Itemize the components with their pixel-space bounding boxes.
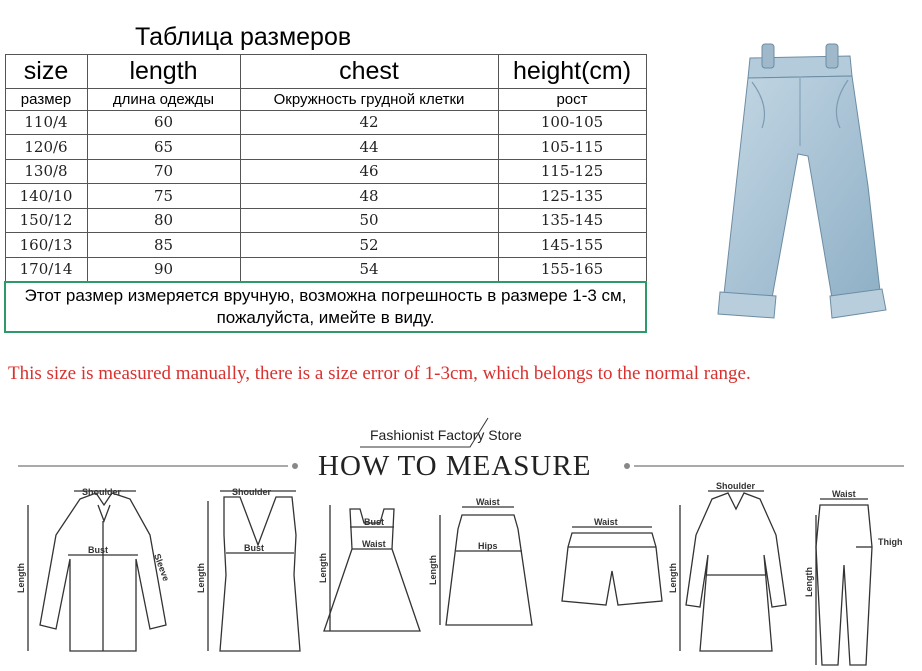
size-error-note: This size is measured manually, there is a size error of 1-3cm, which belongs to the normal range. — [8, 363, 751, 384]
cell-size: 160/13 — [5, 233, 87, 258]
label-length: Length — [16, 563, 26, 593]
label-shoulder: Shoulder — [82, 487, 122, 497]
cell-chest: 46 — [240, 159, 498, 184]
table-row — [5, 184, 646, 209]
subheader-row — [5, 88, 646, 110]
cell-height: 115-125 — [498, 159, 646, 184]
cell-chest: 54 — [240, 257, 498, 282]
table-row — [5, 135, 646, 160]
label-bust: Bust — [244, 543, 264, 553]
table-row — [5, 257, 646, 282]
cell-height: 135-145 — [498, 208, 646, 233]
header-size: size — [5, 54, 87, 88]
jeans-diagram-icon — [816, 499, 872, 665]
store-name: Fashionist Factory Store — [370, 427, 522, 443]
cell-chest: 44 — [240, 135, 498, 160]
label-waist: Waist — [362, 539, 386, 549]
cell-length: 65 — [87, 135, 240, 160]
measure-diagrams — [0, 475, 922, 671]
cell-height: 125-135 — [498, 184, 646, 209]
subheader-chest: Окружность грудной клетки — [240, 88, 498, 110]
cell-size: 170/14 — [5, 257, 87, 282]
divider-dot-left — [292, 463, 298, 469]
cell-length: 75 — [87, 184, 240, 209]
label-sleeve: Sleeve — [152, 552, 172, 583]
table-note: Этот размер измеряется вручную, возможна погрешность в размере 1-3 см, пожалуйста, имейте в виду. — [5, 282, 646, 332]
label-thigh: Thigh — [878, 537, 903, 547]
cell-chest: 48 — [240, 184, 498, 209]
cell-length: 80 — [87, 208, 240, 233]
cell-size: 130/8 — [5, 159, 87, 184]
shorts-diagram-icon — [562, 527, 662, 605]
table-row — [5, 159, 646, 184]
label-waist: Waist — [476, 497, 500, 507]
cell-chest: 52 — [240, 233, 498, 258]
cell-length: 60 — [87, 110, 240, 135]
subheader-length: длина одежды — [87, 88, 240, 110]
divider-right — [634, 465, 904, 467]
cell-length: 90 — [87, 257, 240, 282]
how-to-measure-title: HOW TO MEASURE — [318, 450, 592, 482]
label-bust: Bust — [88, 545, 108, 555]
label-length: Length — [428, 555, 438, 585]
label-length: Length — [804, 567, 814, 597]
header-row — [5, 54, 646, 88]
label-length: Length — [668, 563, 678, 593]
label-shoulder: Shoulder — [232, 487, 272, 497]
cell-height: 155-165 — [498, 257, 646, 282]
size-table — [4, 22, 647, 333]
label-bust: Bust — [364, 517, 384, 527]
sleeveless-top-diagram-icon — [208, 491, 300, 651]
subheader-height: рост — [498, 88, 646, 110]
table-row — [5, 233, 646, 258]
label-waist: Waist — [594, 517, 618, 527]
cell-size: 150/12 — [5, 208, 87, 233]
label-hips: Hips — [478, 541, 498, 551]
cell-length: 70 — [87, 159, 240, 184]
label-length: Length — [196, 563, 206, 593]
cell-chest: 42 — [240, 110, 498, 135]
coat-diagram-icon — [680, 491, 786, 651]
header-length: length — [87, 54, 240, 88]
header-chest: chest — [240, 54, 498, 88]
cell-height: 145-155 — [498, 233, 646, 258]
label-shoulder: Shoulder — [716, 481, 756, 491]
table-row — [5, 208, 646, 233]
jeans-product-image — [690, 36, 900, 326]
cell-size: 120/6 — [5, 135, 87, 160]
label-waist: Waist — [832, 489, 856, 499]
cell-size: 140/10 — [5, 184, 87, 209]
label-length: Length — [318, 553, 328, 583]
table-title: Таблица размеров — [135, 23, 352, 52]
divider-left — [18, 465, 288, 467]
subheader-size: размер — [5, 88, 87, 110]
header-height: height(cm) — [498, 54, 646, 88]
skirt-diagram-icon — [440, 507, 532, 625]
cell-length: 85 — [87, 233, 240, 258]
cell-chest: 50 — [240, 208, 498, 233]
shirt-diagram-icon — [28, 491, 166, 651]
table-row — [5, 110, 646, 135]
cell-height: 105-115 — [498, 135, 646, 160]
divider-dot-right — [624, 463, 630, 469]
cell-size: 110/4 — [5, 110, 87, 135]
cell-height: 100-105 — [498, 110, 646, 135]
